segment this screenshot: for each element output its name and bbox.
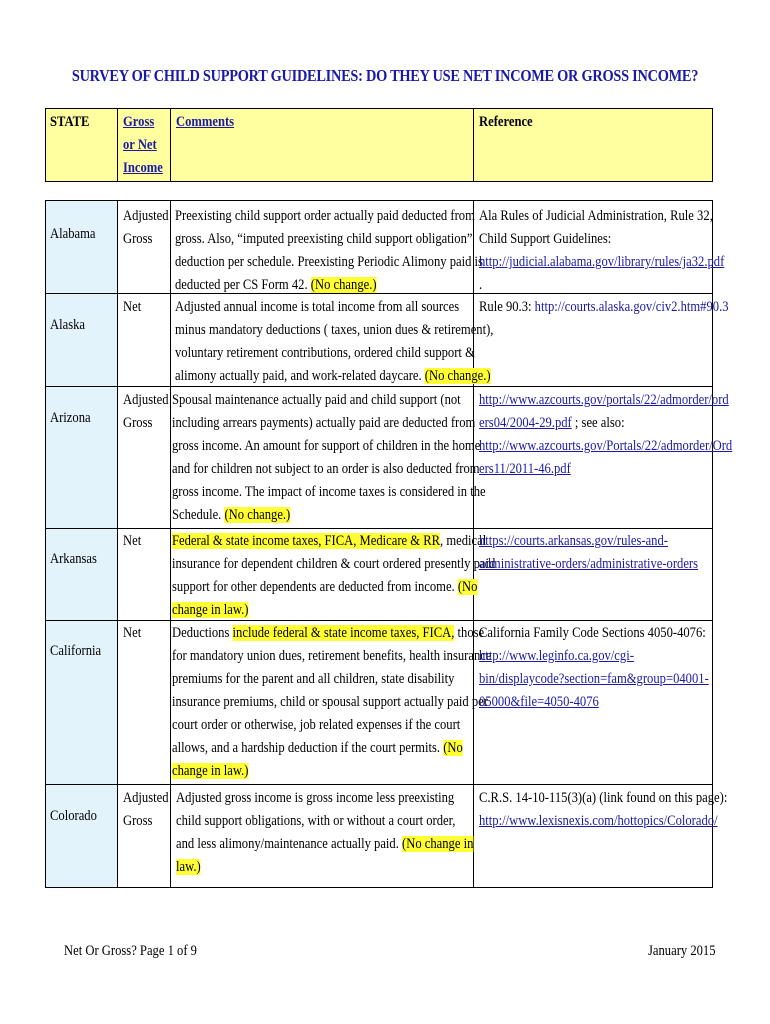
comment-line [176,856,201,880]
highlighted-note: change in law.) [172,763,249,779]
comment-line [176,833,473,857]
highlighted-note: (No change.) [310,277,377,293]
reference-line: Ala Rules of Judicial Administration, Rule 32, [479,208,713,224]
income-type: Adjusted [123,392,169,408]
comment-text: , medical [440,533,487,549]
header-divider-3 [473,108,474,182]
highlighted-note: (No change.) [424,368,491,384]
reference-line: California Family Code Sections 4050-4076: [479,625,706,641]
comment-line [172,760,249,784]
income-type: Net [123,533,142,549]
comment-line: court order or otherwise, job related expenses if the court [172,717,461,733]
highlighted-note: include federal & state income taxes, FICA, [232,625,455,641]
highlighted-note: change in law.) [172,602,249,618]
comment-text: allows, and a hardship deduction if the court permits. [172,740,444,756]
reference-link[interactable]: http://www.lexisnexis.com/hottopics/Colorado/ [479,813,718,829]
comment-line: minus mandatory deductions ( taxes, union dues & retirement), [175,322,494,338]
income-type: Net [123,299,142,315]
reference-text: ; see also: [571,415,625,431]
comment-line: child support obligations, with or without a court order, [176,813,456,829]
comment-line: gross income. An amount for support of children in the home [172,438,481,454]
comment-line: premiums for the parent and all children, state disability [172,671,455,687]
comment-line [172,530,486,554]
comment-line: gross. Also, “imputed preexisting child support obligation” [175,231,473,247]
header-reference: Reference [479,114,533,130]
header-comments: Comments [176,114,235,130]
row-separator [45,528,713,529]
state-name: Alabama [50,226,96,242]
reference-link[interactable]: https://courts.arkansas.gov/rules-and- [479,533,668,549]
comment-line [175,365,491,389]
comment-line: insurance for dependent children & court ordered presently paid [172,556,496,572]
reference-line: . [479,277,483,293]
comment-line: deduction per schedule. Preexisting Periodic Alimony paid is [175,254,483,270]
state-name: California [50,643,102,659]
comment-line [172,737,463,761]
row-separator [45,293,713,294]
comment-line: for mandatory union dues, retirement benefits, health insurance [172,648,492,664]
header-gross-line3: Income [123,160,163,176]
income-type: Net [123,625,142,641]
comment-line: insurance premiums, child or spousal support actually paid per [172,694,488,710]
comment-line: Adjusted gross income is gross income less preexisting [176,790,455,806]
header-gross-line2: or Net [123,137,157,153]
highlighted-note: law.) [176,859,201,875]
reference-line [479,412,625,436]
footer-page-label: Net Or Gross? Page 1 of 9 [64,943,197,959]
header-divider-2 [170,108,171,182]
header-divider-1 [117,108,118,182]
state-name: Arkansas [50,551,97,567]
highlighted-note: (No [443,740,463,756]
reference-link[interactable]: http://www.azcourts.gov/Portals/22/admorder/Ord [479,438,733,454]
reference-link[interactable]: administrative-orders/administrative-orders [479,556,699,572]
header-gross-line1: Gross [123,114,155,130]
comment-line: Preexisting child support order actually paid deducted from [175,208,475,224]
comment-text: those [454,625,485,641]
comment-text: support for other dependents are deducted from income. [172,579,458,595]
comment-line [172,599,249,623]
comment-text: Deductions [172,625,233,641]
reference-line: Child Support Guidelines: [479,231,612,247]
reference-link[interactable]: http://courts.alaska.gov/civ2.htm#90.3 [534,299,729,315]
highlighted-note: (No [457,579,478,595]
reference-line [479,296,729,320]
reference-link[interactable]: bin/displaycode?section=fam&group=04001- [479,671,709,687]
row-separator [45,784,713,785]
highlighted-note: (No change.) [224,507,291,523]
comment-text: and less alimony/maintenance actually paid. [176,836,403,852]
state-name: Arizona [50,410,91,426]
income-type: Adjusted [123,208,169,224]
comment-line: voluntary retirement contributions, ordered child support & [175,345,475,361]
comment-line: including arrears payments) actually paid are deducted from [172,415,476,431]
comment-line: and for children not subject to an order is also deducted from [172,461,480,477]
comment-line [172,576,477,600]
comment-line [172,504,290,528]
document-title: SURVEY OF CHILD SUPPORT GUIDELINES: DO THEY USE NET INCOME OR GROSS INCOME? [71,66,699,85]
comment-line: gross income. The impact of income taxes is considered in the [172,484,486,500]
income-type: Adjusted [123,790,169,806]
comment-line: Adjusted annual income is total income from all sources [175,299,460,315]
state-name: Colorado [50,808,97,824]
footer-date: January 2015 [648,943,716,959]
income-type: Gross [123,813,153,829]
header-state: STATE [50,114,90,130]
comment-text: deducted per CS Form 42. [175,277,311,293]
reference-link[interactable]: http://www.leginfo.ca.gov/cgi- [479,648,634,664]
state-name: Alaska [50,317,85,333]
row-separator [45,620,713,621]
comment-text: Schedule. [172,507,225,523]
comment-line [172,622,484,646]
comment-line [175,274,377,298]
income-type: Gross [123,415,153,431]
income-type: Gross [123,231,153,247]
reference-text: Rule 90.3: [479,299,535,315]
reference-link[interactable]: 05000&file=4050-4076 [479,694,599,710]
reference-link[interactable]: http://www.azcourts.gov/portals/22/admorder/ord [479,392,729,408]
comment-line: Spousal maintenance actually paid and child support (not [172,392,461,408]
reference-link[interactable]: http://judicial.alabama.gov/library/rules/ja32.pdf [479,254,725,270]
comment-text: alimony actually paid, and work-related daycare. [175,368,425,384]
reference-link[interactable]: ers04/2004-29.pdf [479,415,572,431]
highlighted-note: (No change in [402,836,474,852]
highlighted-note: Federal & state income taxes, FICA, Medicare & RR [172,533,441,549]
reference-link[interactable]: ers11/2011-46.pdf [479,461,571,477]
reference-line: C.R.S. 14-10-115(3)(a) (link found on this page): [479,790,728,806]
